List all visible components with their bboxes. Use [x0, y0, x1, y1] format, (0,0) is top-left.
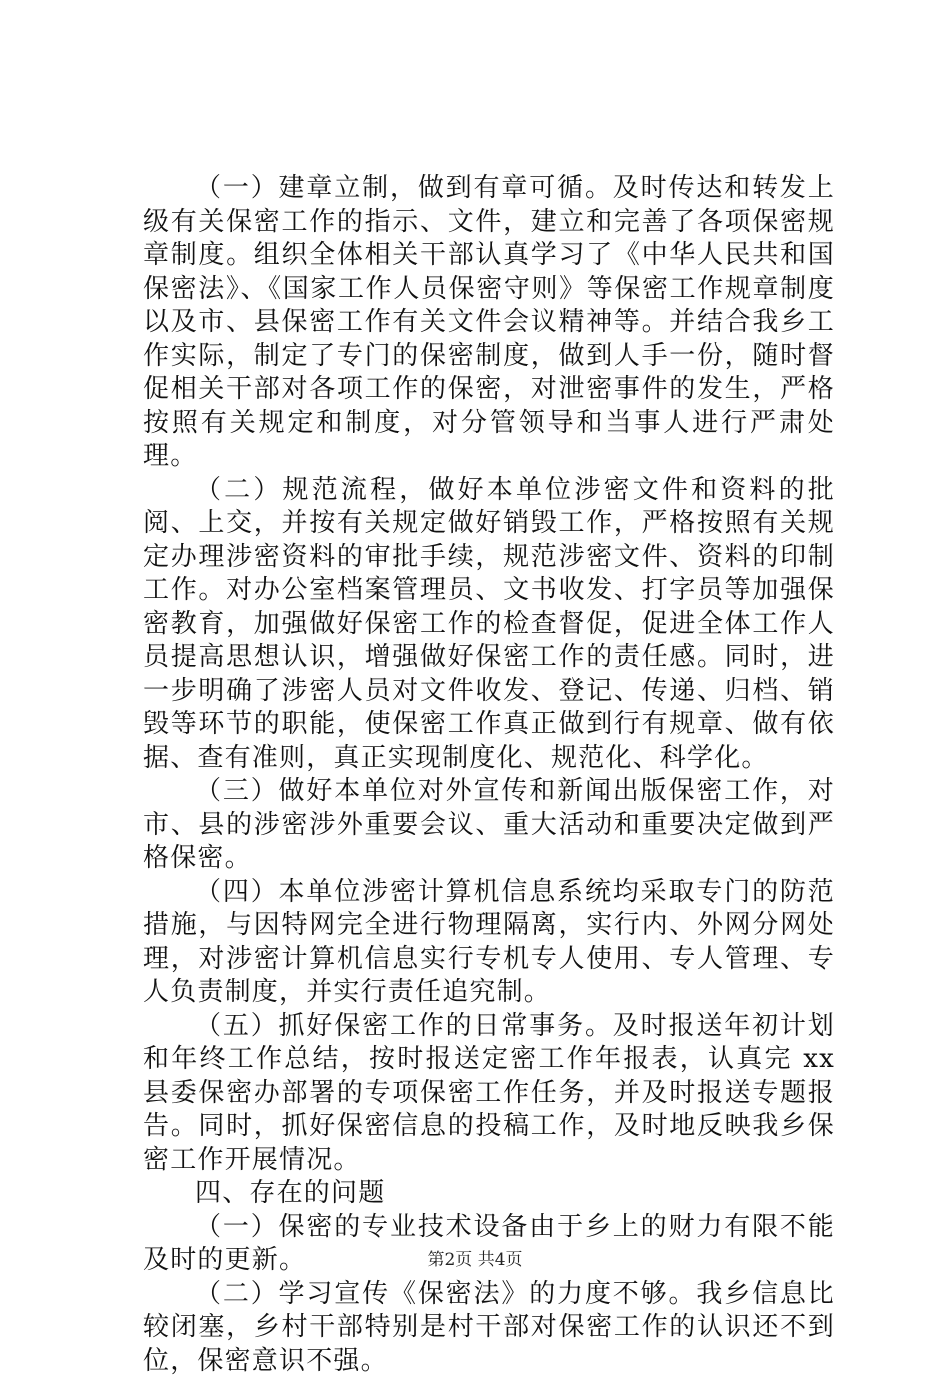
paragraph-2: （二）规范流程，做好本单位涉密文件和资料的批阅、上交，并按有关规定做好销毁工作，严格按照有关规定办理涉密资料的审批手续，规范涉密文件、资料的印制工作。对办公室档案管理员、文书收发、打字员等加强保密教育，加强做好保密工作的检查督促，促进全体工作人员提高思想认识，增强做好保密工作的责任感。同时，进一步明确了涉密人员对文件收发、登记、传递、归档、销毁等环节的职能，使保密工作真正做到行有规章、做有依据、查有准则，真正实现制度化、规范化、科学化。: [143, 474, 835, 776]
paragraph-3: （三）做好本单位对外宣传和新闻出版保密工作，对市、县的涉密涉外重要会议、重大活动和重要决定做到严格保密。: [143, 775, 835, 876]
paragraph-5: （五）抓好保密工作的日常事务。及时报送年初计划和年终工作总结，按时报送定密工作年报表，认真完 xx 县委保密办部署的专项保密工作任务，并及时报送专题报告。同时，抓好保密信息的投稿工作，及时地反映我乡保密工作开展情况。: [143, 1010, 835, 1178]
section-heading-problems: 四、存在的问题: [143, 1177, 835, 1211]
document-body: [143, 172, 835, 1378]
paragraph-6: （一）保密的专业技术设备由于乡上的财力有限不能及时的更新。: [143, 1211, 835, 1278]
paragraph-4: （四）本单位涉密计算机信息系统均采取专门的防范措施，与因特网完全进行物理隔离，实行内、外网分网处理，对涉密计算机信息实行专机专人使用、专人管理、专人负责制度，并实行责任追究制。: [143, 876, 835, 1010]
paragraph-7: （二）学习宣传《保密法》的力度不够。我乡信息比较闭塞，乡村干部特别是村干部对保密工作的认识还不到位，保密意识不强。: [143, 1278, 835, 1378]
page-number-footer: 第2页 共4页: [0, 1245, 950, 1270]
paragraph-1: （一）建章立制，做到有章可循。及时传达和转发上级有关保密工作的指示、文件，建立和完善了各项保密规章制度。组织全体相关干部认真学习了《中华人民共和国保密法》、《国家工作人员保密守则》等保密工作规章制度以及市、县保密工作有关文件会议精神等。并结合我乡工作实际，制定了专门的保密制度，做到人手一份，随时督促相关干部对各项工作的保密，对泄密事件的发生，严格按照有关规定和制度，对分管领导和当事人进行严肃处理。: [143, 172, 835, 474]
